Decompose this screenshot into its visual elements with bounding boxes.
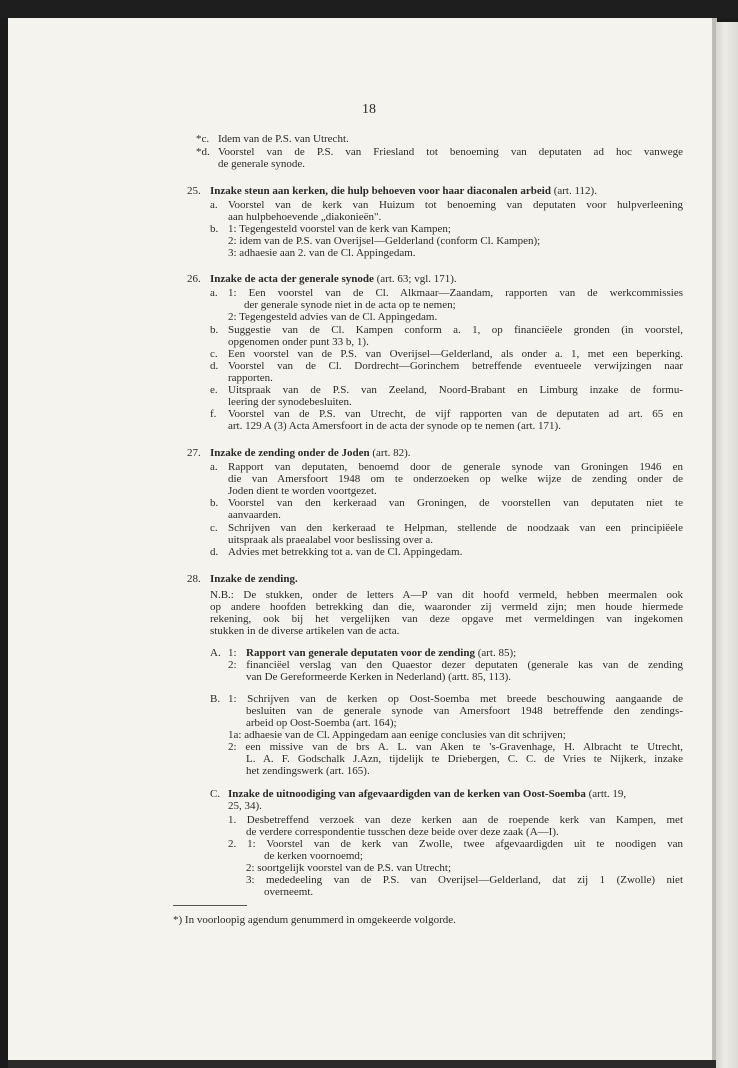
section-27-heading — [210, 447, 411, 459]
item-line: die van Amersfoort 1948 om te onderzoeken op welke wijze de zending onder de — [228, 473, 683, 485]
sub-marker: A. — [210, 647, 221, 659]
item-marker: d. — [210, 360, 219, 372]
section-25-title: Inzake steun aan kerken, die hulp behoeven voor haar diaconalen arbeid — [210, 185, 551, 197]
item-marker: a. — [210, 287, 218, 299]
footnote: *) In voorloopig agendum genummerd in omgekeerde volgorde. — [173, 914, 456, 926]
item-line: Uitspraak van de P.S. van Zeeland, Noord-Brabant en Limburg inzake de formu- — [228, 384, 683, 396]
item-line: Advies met betrekking tot a. van de Cl. Appingedam. — [228, 546, 463, 558]
sub-line: 2: een missive van de brs A. L. van Aken te 's-Gravenhage, H. Albracht te Utrecht, — [228, 741, 683, 753]
sub-line: 25, 34). — [228, 800, 262, 812]
item-line: uitspraak als praealabel voor beslissing over a. — [228, 534, 433, 546]
sub-marker: B. — [210, 693, 221, 705]
item-marker: b. — [210, 324, 219, 336]
item-line: Een voorstel van de P.S. van Overijsel—Gelderland, als onder a. 1, met een beperking. — [228, 348, 683, 360]
section-25-number: 25. — [187, 185, 201, 197]
item-line: aanvaarden. — [228, 509, 281, 521]
nb-line: op andere hoofden betrekking dan die, waaronder zij vermeld zijn; men houde hiermede — [210, 601, 683, 613]
footnote-rule — [173, 905, 247, 906]
section-26-number: 26. — [187, 273, 201, 285]
sub-line: de verdere correspondentie tusschen deze beide over deze zaak (A—I). — [246, 826, 559, 838]
page-number: 18 — [362, 102, 376, 117]
sub-line: 1: Schrijven van de kerken op Oost-Soemba met breede beschouwing aangaande de — [228, 693, 683, 705]
item-line: Voorstel van de Cl. Dordrecht—Gorinchem betreffende eventueele verwijzingen naar — [228, 360, 683, 372]
sub-line: 3: mededeeling van de P.S. van Overijsel—Gelderland, dat zij 1 (Zwolle) niet — [246, 874, 683, 886]
sub-line: L. A. F. Godschalk J.Azn, tijdelijk te Driebergen, C. C. de Vries te Nijkerk, inzake — [246, 753, 683, 765]
section-25-heading — [210, 185, 597, 197]
sub-number: 1: — [228, 647, 237, 659]
item-marker: b. — [210, 497, 219, 509]
sub-line: 2. 1: Voorstel van de kerk van Zwolle, twee afgevaardigden uit te noodigen van — [228, 838, 683, 850]
item-line: der generale synode niet in de acta op te nemen; — [244, 299, 456, 311]
item-line: 2: Tegengesteld advies van de Cl. Appingedam. — [228, 311, 438, 323]
item-line: 2: idem van de P.S. van Overijsel—Gelderland (conform Cl. Kampen); — [228, 235, 541, 247]
item-marker: a. — [210, 199, 218, 211]
item-line: 1: Tegengesteld voorstel van de kerk van Kampen; — [228, 223, 451, 235]
sub-c-ref: (artt. 19, — [585, 788, 627, 800]
section-28-heading — [210, 573, 298, 585]
item-line: opgenomen onder punt 33 b, 1). — [228, 336, 369, 348]
item-c-text: Idem van de P.S. van Utrecht. — [218, 133, 349, 145]
item-line: rapporten. — [228, 372, 273, 384]
sub-heading — [228, 788, 626, 800]
item-marker: f. — [210, 408, 217, 420]
nb-line: stukken in de diverse artikelen van de acta. — [210, 625, 400, 637]
section-27-number: 27. — [187, 447, 201, 459]
sub-line: 1a: adhaesie van de Cl. Appingedam aan eenige conclusies van dit schrijven; — [228, 729, 566, 741]
item-line: Schrijven van den kerkeraad te Helpman, stellende de noodzaak van een principiëele — [228, 522, 683, 534]
item-d-marker: *d. — [196, 146, 210, 158]
sub-line: het zendingswerk (art. 165). — [246, 765, 370, 777]
sub-c-title: Inzake de uitnoodiging van afgevaardigden van de kerken van Oost-Soemba — [228, 788, 586, 800]
item-c-marker: *c. — [196, 133, 210, 145]
item-d-line: Voorstel van de P.S. van Friesland tot benoeming van deputaten ad hoc vanwege — [218, 146, 683, 158]
item-line: leering der synodebesluiten. — [228, 396, 352, 408]
item-marker: c. — [210, 348, 218, 360]
sub-line: de kerken voornoemd; — [264, 850, 363, 862]
item-line: Voorstel van den kerkeraad van Groningen, de voorstellen van deputaten niet te — [228, 497, 683, 509]
item-line: Joden dient te worden voortgezet. — [228, 485, 377, 497]
sub-line: van De Gereformeerde Kerken in Nederland) (artt. 85, 113). — [246, 671, 511, 683]
section-28-title: Inzake de zending. — [210, 573, 298, 585]
section-28-number: 28. — [187, 573, 201, 585]
sub-a-ref: (art. 85); — [474, 647, 517, 659]
nb-line: rekening, ook bij het vergelijken van deze opgave met vermeldingen van ingekomen — [210, 613, 683, 625]
item-line: Voorstel van de P.S. van Utrecht, de vijf rapporten van de deputaten ad art. 65 en — [228, 408, 683, 420]
item-line: Suggestie van de Cl. Kampen conform a. 1, op financiëele gronden (in voorstel, — [228, 324, 683, 336]
section-26-ref: (art. 63; vgl. 171). — [373, 273, 457, 285]
item-line: art. 129 A (3) Acta Amersfoort in de acta der synode op te nemen (art. 171). — [228, 420, 561, 432]
sub-line: overneemt. — [264, 886, 314, 898]
item-marker: a. — [210, 461, 218, 473]
item-line: Voorstel van de kerk van Huizum tot benoeming van deputaten voor hulpverleening — [228, 199, 683, 211]
item-marker: c. — [210, 522, 218, 534]
sub-line: 2: financiëel verslag van den Quaestor dezer deputaten (generale kas van de zending — [228, 659, 683, 671]
sub-line: 1. Desbetreffend verzoek van deze kerken aan de roepende kerk van Kampen, met — [228, 814, 683, 826]
item-line: 1: Een voorstel van de Cl. Alkmaar—Zaandam, rapporten van de werkcommissies — [228, 287, 683, 299]
item-marker: d. — [210, 546, 219, 558]
sub-line: 2: soortgelijk voorstel van de P.S. van Utrecht; — [246, 862, 451, 874]
sub-line: besluiten van de generale synode van Amersfoort 1948 betreffende den zendings- — [246, 705, 683, 717]
section-25-ref: (art. 112). — [550, 185, 597, 197]
item-line: 3: adhaesie aan 2. van de Cl. Appingedam. — [228, 247, 416, 259]
section-27-title: Inzake de zending onder de Joden — [210, 447, 370, 459]
sub-line: arbeid op Oost-Soemba (art. 164); — [246, 717, 397, 729]
item-line: aan hulpbehoevende „diakonieën". — [228, 211, 382, 223]
nb-line: N.B.: De stukken, onder de letters A—P van dit hoofd vermeld, hebben meermalen ook — [210, 589, 683, 601]
item-marker: b. — [210, 223, 219, 235]
section-26-title: Inzake de acta der generale synode — [210, 273, 374, 285]
sub-a-title: Rapport van generale deputaten voor de zending — [246, 647, 475, 659]
sub-marker: C. — [210, 788, 221, 800]
section-27-ref: (art. 82). — [369, 447, 411, 459]
sub-heading — [246, 647, 516, 659]
item-d-line: de generale synode. — [218, 158, 306, 170]
item-marker: e. — [210, 384, 218, 396]
section-26-heading — [210, 273, 457, 285]
item-line: Rapport van deputaten, benoemd door de generale synode van Groningen 1946 en — [228, 461, 683, 473]
